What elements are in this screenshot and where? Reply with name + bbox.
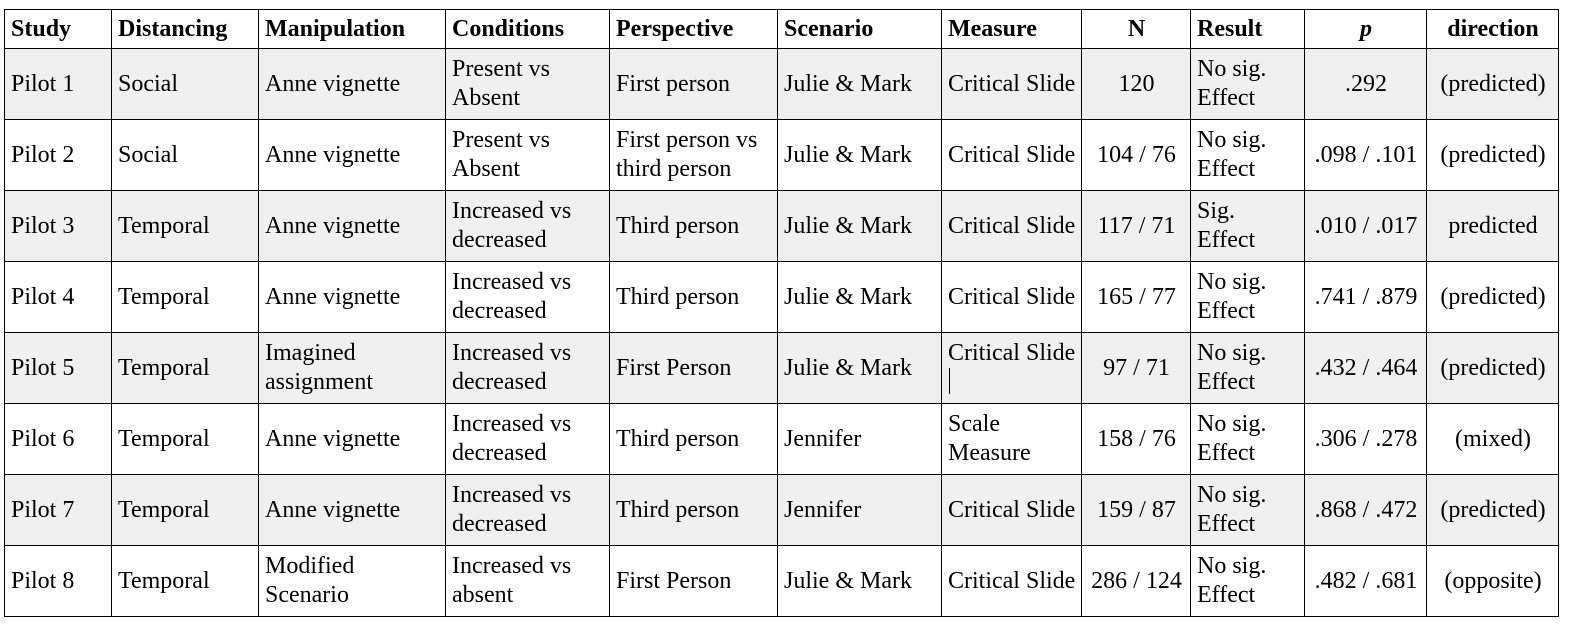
cell-result: No sig. Effect (1191, 546, 1305, 617)
header-n: N (1082, 10, 1191, 49)
cell-perspective: Third person (610, 404, 778, 475)
cell-manipulation: Anne vignette (259, 191, 446, 262)
cell-result: Sig. Effect (1191, 191, 1305, 262)
cell-measure: Critical Slide (942, 120, 1082, 191)
table-body (5, 49, 1559, 617)
cell-distancing: Temporal (112, 333, 259, 404)
cell-study: Pilot 5 (5, 333, 112, 404)
cell-n: 159 / 87 (1082, 475, 1191, 546)
cell-n: 104 / 76 (1082, 120, 1191, 191)
table-row (5, 49, 1559, 120)
cell-manipulation: Anne vignette (259, 49, 446, 120)
cell-perspective: Third person (610, 262, 778, 333)
cell-manipulation: Anne vignette (259, 120, 446, 191)
cell-conditions: Increased vs absent (446, 546, 610, 617)
header-distancing: Distancing (112, 10, 259, 49)
cell-p: .098 / .101 (1305, 120, 1427, 191)
header-perspective: Perspective (610, 10, 778, 49)
cell-distancing: Temporal (112, 475, 259, 546)
cell-perspective: First person vs third person (610, 120, 778, 191)
cell-distancing: Temporal (112, 262, 259, 333)
cell-direction: (mixed) (1427, 404, 1559, 475)
cell-n: 158 / 76 (1082, 404, 1191, 475)
cell-scenario: Jennifer (778, 404, 942, 475)
cell-perspective: First Person (610, 546, 778, 617)
cell-direction: (predicted) (1427, 49, 1559, 120)
cell-manipulation: Anne vignette (259, 404, 446, 475)
cell-result: No sig. Effect (1191, 404, 1305, 475)
cell-result: No sig. Effect (1191, 49, 1305, 120)
cell-n: 97 / 71 (1082, 333, 1191, 404)
header-direction: direction (1427, 10, 1559, 49)
cell-perspective: First person (610, 49, 778, 120)
cell-manipulation: Anne vignette (259, 262, 446, 333)
cell-p: .432 / .464 (1305, 333, 1427, 404)
cell-direction: (predicted) (1427, 262, 1559, 333)
cell-result: No sig. Effect (1191, 120, 1305, 191)
cell-perspective: Third person (610, 475, 778, 546)
cell-direction: predicted (1427, 191, 1559, 262)
cell-conditions: Increased vs decreased (446, 333, 610, 404)
cell-conditions: Present vs Absent (446, 120, 610, 191)
cell-manipulation: Modified Scenario (259, 546, 446, 617)
cell-distancing: Social (112, 49, 259, 120)
header-study: Study (5, 10, 112, 49)
header-row (5, 10, 1559, 49)
cell-p: .868 / .472 (1305, 475, 1427, 546)
header-manipulation: Manipulation (259, 10, 446, 49)
cell-direction: (predicted) (1427, 333, 1559, 404)
cell-measure: Critical Slide (942, 333, 1082, 404)
cell-p: .482 / .681 (1305, 546, 1427, 617)
cell-study: Pilot 2 (5, 120, 112, 191)
cell-p: .741 / .879 (1305, 262, 1427, 333)
cell-scenario: Julie & Mark (778, 333, 942, 404)
cell-scenario: Julie & Mark (778, 49, 942, 120)
cell-measure: Critical Slide (942, 191, 1082, 262)
cell-measure: Critical Slide (942, 262, 1082, 333)
cell-result: No sig. Effect (1191, 333, 1305, 404)
cell-scenario: Julie & Mark (778, 262, 942, 333)
cell-distancing: Temporal (112, 546, 259, 617)
text-cursor (949, 368, 950, 394)
cell-perspective: Third person (610, 191, 778, 262)
cell-conditions: Increased vs decreased (446, 191, 610, 262)
cell-direction: (opposite) (1427, 546, 1559, 617)
cell-distancing: Temporal (112, 404, 259, 475)
cell-direction: (predicted) (1427, 120, 1559, 191)
pilot-studies-table (4, 9, 1559, 617)
cell-scenario: Julie & Mark (778, 546, 942, 617)
cell-study: Pilot 3 (5, 191, 112, 262)
cell-measure: Critical Slide (942, 475, 1082, 546)
header-measure: Measure (942, 10, 1082, 49)
header-conditions: Conditions (446, 10, 610, 49)
header-scenario: Scenario (778, 10, 942, 49)
cell-study: Pilot 8 (5, 546, 112, 617)
header-p: p (1305, 10, 1427, 49)
cell-study: Pilot 6 (5, 404, 112, 475)
table-row (5, 333, 1559, 404)
cell-study: Pilot 4 (5, 262, 112, 333)
table-row (5, 475, 1559, 546)
cell-conditions: Increased vs decreased (446, 475, 610, 546)
cell-perspective: First Person (610, 333, 778, 404)
cell-p: .010 / .017 (1305, 191, 1427, 262)
table-row (5, 262, 1559, 333)
cell-manipulation: Imagined assignment (259, 333, 446, 404)
cell-p: .306 / .278 (1305, 404, 1427, 475)
cell-measure: Scale Measure (942, 404, 1082, 475)
cell-result: No sig. Effect (1191, 475, 1305, 546)
table-row (5, 191, 1559, 262)
cell-study: Pilot 7 (5, 475, 112, 546)
table-row (5, 120, 1559, 191)
cell-study: Pilot 1 (5, 49, 112, 120)
cell-conditions: Increased vs decreased (446, 262, 610, 333)
cell-n: 286 / 124 (1082, 546, 1191, 617)
cell-result: No sig. Effect (1191, 262, 1305, 333)
cell-p: .292 (1305, 49, 1427, 120)
cell-measure: Critical Slide (942, 49, 1082, 120)
cell-conditions: Increased vs decreased (446, 404, 610, 475)
cell-scenario: Julie & Mark (778, 120, 942, 191)
cell-distancing: Temporal (112, 191, 259, 262)
header-result: Result (1191, 10, 1305, 49)
cell-measure: Critical Slide (942, 546, 1082, 617)
cell-n: 165 / 77 (1082, 262, 1191, 333)
cell-distancing: Social (112, 120, 259, 191)
table-row (5, 404, 1559, 475)
cell-conditions: Present vs Absent (446, 49, 610, 120)
cell-scenario: Jennifer (778, 475, 942, 546)
cell-scenario: Julie & Mark (778, 191, 942, 262)
cell-n: 117 / 71 (1082, 191, 1191, 262)
table-row (5, 546, 1559, 617)
cell-direction: (predicted) (1427, 475, 1559, 546)
cell-n: 120 (1082, 49, 1191, 120)
cell-manipulation: Anne vignette (259, 475, 446, 546)
